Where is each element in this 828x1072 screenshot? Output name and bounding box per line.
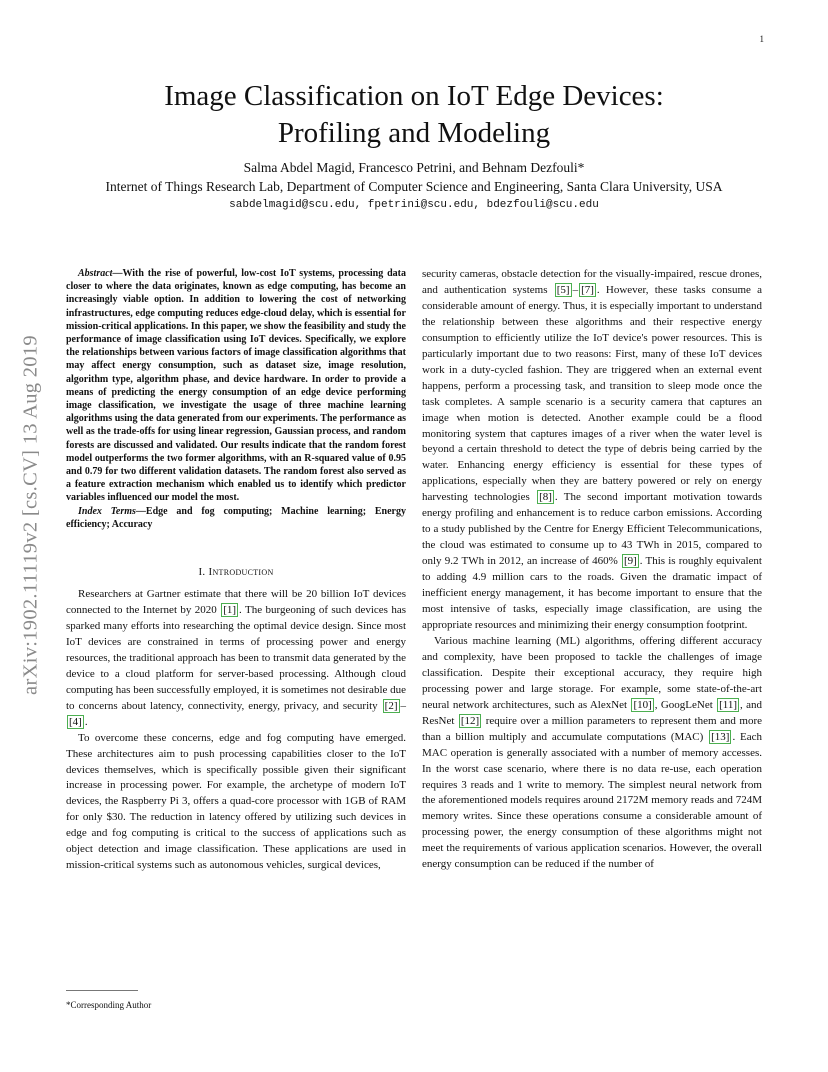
intro-paragraph-3	[422, 634, 762, 873]
right-p2-text-a: Various machine learning (ML) algorithms, offering different accuracy and complexity, have been proposed to tackle the challenges of image classification. Despite their exceptional accuracy, they require high processing power and large storage. For example, some state-of-the-art neural network architectures, such as AlexNet	[422, 634, 762, 711]
citation-link[interactable]: [11]	[719, 698, 738, 711]
citation-range-dash: –	[400, 699, 406, 712]
citation-link[interactable]: [7]	[581, 283, 594, 296]
footnote-corresponding-author: *Corresponding Author	[66, 1000, 152, 1010]
intro-p1-text-b: . The burgeoning of such devices has sparked many efforts into researching the optimal device design. Since most IoT devices are constrained in terms of processing power and energy resources, the traditional approach has been to transmit data generated by the device to a cloud platform for server-based processing. Although cloud computing has been successfully employed, it is sometimes not desirable due to concerns about latency, connectivity, energy, privacy, and security	[66, 603, 407, 712]
citation-link[interactable]: [5]	[556, 283, 570, 296]
abstract-label: Abstract	[78, 268, 113, 279]
right-p2-text-e: . Each MAC operation is generally associated with a number of memory accesses. In the worst case scenario, where there is no data re-use, each operation requires 3 reads and 1 write to memory. The simplest neural network from the aforementioned models requires around 2172M memory reads and 724M memory writes. Since these operations consume a considerable amount of processing power, the energy consumption of these algorithms might not meet the requirements of various application scenarios. However, the overall energy consumption can be reduced if the number of	[422, 730, 763, 871]
right-p1-text-b: . However, these tasks consume a considerable amount of energy. Thus, it is especially important to understand the relationship between these algorithms and their respective energy consumption to efficiently utilize the IoT device's power resources. This is particularly important due to two reasons: First, many of these IoT devices work in a duty-cycled fashion. They are triggered when an external event happens, perform a processing task, and transition to sleep mode once the task completes. A sample scenario is a security camera that captures an image when motion is detected. Another example could be a flood monitoring system that captures images of a river when the water level is beyond a certain threshold to detect the type of debris being carried by the water. Enhancing energy efficiency is essential for these types of applications, especially when they are battery powered or rely on energy harvesting technologies	[422, 283, 763, 504]
footnote-rule	[66, 990, 138, 991]
intro-p1-text-c: .	[84, 715, 88, 728]
abstract-text: —With the rise of powerful, low-cost IoT systems, processing data closer to where the data originates, known as edge computing, has become an increasingly viable option. In addition to lowering the cost of networking infrastructures, edge computing reduces edge-cloud delay, which is essential for mission-critical applications. In this paper, we show the feasibility and study the performance of image classification using IoT devices. Specifically, we explore the relationships between various factors of image classification algorithms that may affect energy consumption, such as dataset size, image resolution, algorithm type, algorithm phase, and device hardware. In order to provide a means of predicting the energy consumption of an edge device performing image classification, we investigate the usage of three machine learning algorithms using the data generated from our experiments. The performance as well as the trade-offs for using linear regression, Gaussian process, and random forests are discussed and validated. Our results indicate that the random forest model outperforms the two former algorithms, with an R-squared value of 0.95 and 0.79 for two different validation datasets. The random forest also served as a feature extraction mechanism which enabled us to identify which predictor variables influenced our model the most.	[66, 268, 406, 504]
citation-link[interactable]: [13]	[711, 730, 730, 743]
right-column	[422, 267, 762, 873]
citation-link[interactable]: [9]	[623, 555, 637, 568]
section-heading-introduction: I. Introduction	[198, 566, 274, 579]
right-p2-text-c: , and ResNet	[422, 698, 762, 727]
abstract	[66, 267, 406, 505]
right-p2-text-b: , GoogLeNet	[654, 698, 717, 711]
author-list: Salma Abdel Magid, Francesco Petrini, and Behnam Dezfouli*	[243, 160, 585, 175]
citation-link[interactable]: [10]	[633, 698, 652, 711]
right-p1-text-d: . This is roughly equivalent to adding 4.9 million cars to the roads. Given the dramatic impact of inefficient energy management, it has become important to ensure that the most intensive of tasks, especially image classification, are using the appropriate resources and minimizing their energy consumption footprint.	[422, 555, 762, 631]
intro-paragraph-2-continued	[422, 267, 762, 634]
intro-p1-text-a: Researchers at Gartner estimate that there will be 20 billion IoT devices connected to the Internet by 2020	[66, 588, 406, 616]
index-terms	[66, 505, 406, 531]
intro-paragraph-2: To overcome these concerns, edge and fog computing have emerged. These architectures aim to push processing capabilities closer to the IoT devices themselves, which is specifically possible given their significant increase in processing power. For example, the archetype of modern IoT devices, the Raspberry Pi 3, offers a quad-core processor with 1GB of RAM for only $30. The reduction in latency offered by utilizing such devices in edge and fog computing is critical to the success of applications such as object detection and image classification. These applications are used in mission-critical systems such as autonomous vehicles, surgical devices,	[66, 731, 406, 872]
citation-link[interactable]: [12]	[460, 714, 480, 727]
index-terms-label: Index Terms	[78, 505, 136, 517]
intro-paragraph-1	[66, 587, 406, 731]
citation-link[interactable]: [2]	[384, 699, 398, 712]
index-terms-text: —Edge and fog computing; Machine learning; Energy efficiency; Accuracy	[66, 505, 406, 530]
paper-title	[0, 78, 828, 152]
citation-link[interactable]: [4]	[69, 715, 82, 728]
citation-range-dash: –	[572, 283, 579, 296]
affiliation: Internet of Things Research Lab, Department of Computer Science and Engineering, Santa Clara University, USA	[105, 179, 723, 194]
left-column	[66, 267, 406, 874]
title-line-1: Image Classification on IoT Edge Devices:	[164, 80, 664, 112]
author-emails: sabdelmagid@scu.edu, fpetrini@scu.edu, bdezfouli@scu.edu	[229, 199, 599, 211]
arxiv-stamp	[14, 272, 48, 758]
right-p1-text-a: security cameras, obstacle detection for the visually-impaired, rescue drones, and authentication systems	[422, 268, 762, 296]
citation-link[interactable]: [8]	[539, 491, 552, 504]
arxiv-stamp-text: arXiv:1902.11119v2 [cs.CV] 13 Aug 2019	[19, 335, 42, 695]
right-p1-text-c: . The second important motivation towards energy profiling and enhancement is to reduce carbon emissions. According to a study published by the Centre for Energy Efficient Telecommunications, the cloud was estimated to consume up to 43 TWh in 2015, compared to only 9.2 TWh in 2012, an increase of 460%	[422, 491, 762, 568]
title-line-2: Profiling and Modeling	[277, 117, 551, 149]
citation-link[interactable]: [1]	[223, 603, 237, 616]
page-number: 1	[759, 34, 764, 44]
right-p2-text-d: require over a million parameters to represent them and more than a billion multiply and accumulate computations (MAC)	[422, 714, 762, 743]
